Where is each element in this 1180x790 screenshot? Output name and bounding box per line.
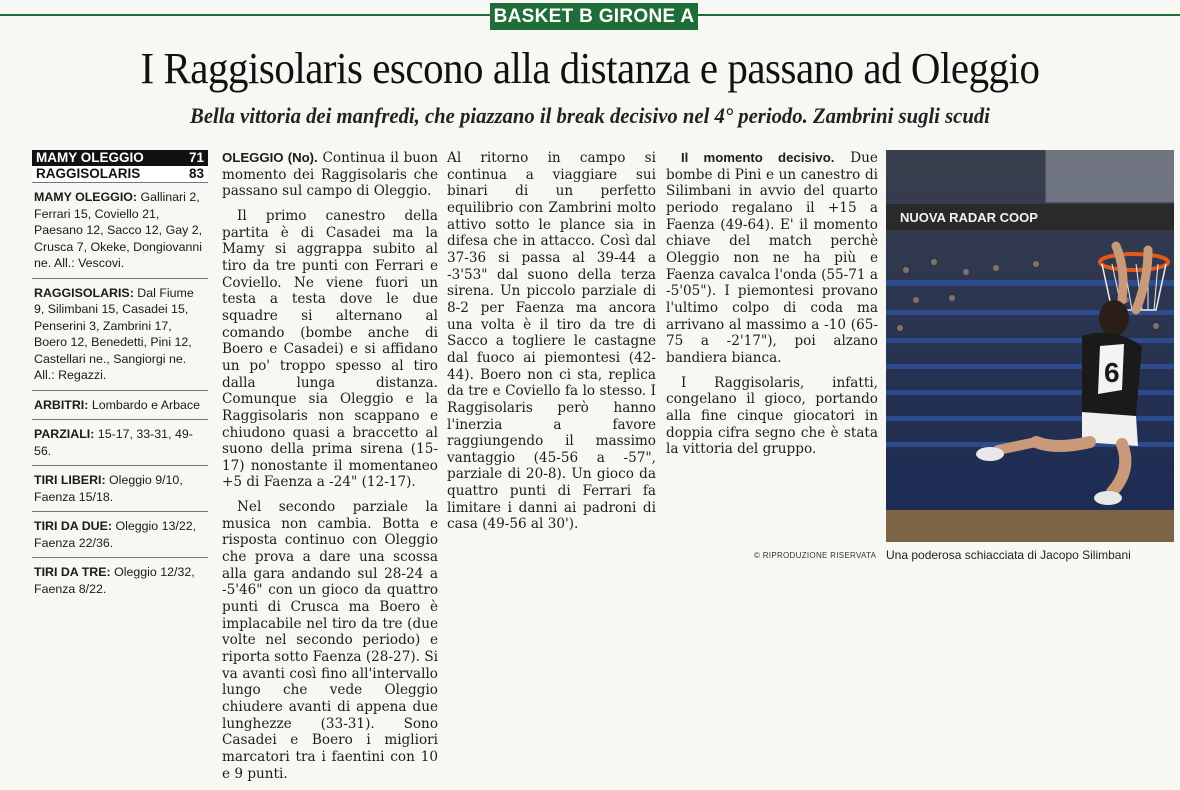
partials: PARZIALI: 15-17, 33-31, 49-56. bbox=[32, 420, 208, 466]
team-name: MAMY OLEGGIO bbox=[36, 150, 144, 165]
photo-illustration bbox=[886, 150, 1174, 542]
team-score: 83 bbox=[188, 166, 204, 181]
three-pointers: TIRI DA TRE: Oleggio 12/32, Faenza 8/22. bbox=[34, 565, 195, 596]
article-paragraph: Il momento decisivo. Due bombe di Pini e un canestro di Silimbani in avvio del quarto periodo regalano il +15 a Faenza (49-64). E' il momento chiave del match perchè Oleggio non ne ha più e Faenza cavalca l'onda (55-71 a -5'05"). I piemontesi provano l'ultimo colpo di coda ma arrivano al massimo a -10 (65-75 a -2'17"), poi alzano bandiera bianca. bbox=[666, 150, 878, 366]
article-paragraph: OLEGGIO (No). Continua il buon momento dei Raggisolaris che passano sul campo di Oleggio. bbox=[222, 150, 438, 200]
stats-sidebar bbox=[32, 150, 208, 603]
banner-text: NUOVA RADAR COOP bbox=[900, 210, 1038, 225]
subheadline: Bella vittoria dei manfredi, che piazzano il break decisivo nel 4° periodo. Zambrini sugli scudi bbox=[190, 103, 990, 128]
copyright-notice: © RIPRODUZIONE RISERVATA bbox=[754, 551, 877, 560]
article-paragraph: Nel secondo parziale la musica non cambia. Botta e risposta continuo con Oleggio che prova a dare una scossa alla gara andando sul 28-24 a -5'46" con un gioco da quattro punti di Crusca ma Boero è implacabile nel tiro da tre (due volte nel secondo periodo) e riporta sotto Faenza (28-27). Si va avanti così fino all'intervallo lungo che vede Oleggio chiudere avanti di appena due lunghezze (33-31). Sono Casadei e Boero i migliori marcatori tra i faentini con 10 e 9 punti. bbox=[222, 499, 438, 782]
dunk-photo bbox=[886, 150, 1174, 542]
free-throws: TIRI LIBERI: Oleggio 9/10, Faenza 15/18. bbox=[32, 466, 208, 512]
two-pointers: TIRI DA DUE: Oleggio 13/22, Faenza 22/36. bbox=[32, 512, 208, 558]
article-column-2 bbox=[447, 150, 656, 541]
jersey-number: 6 bbox=[1104, 357, 1120, 388]
section-kicker: BASKET B GIRONE A bbox=[490, 3, 698, 30]
article-paragraph: Al ritorno in campo si continua a viaggiare sui binari di un perfetto equilibrio con Zambrini molto attivo sotto le plance sia in difesa che in attacco. Così dal 37-36 si passa al 39-44 a -3'53" dal suono della terza sirena. Un piccolo parziale di 8-2 per Faenza ma ancora una volta è il tiro da tre di Sacco a togliere le castagne dal fuoco ai piemontesi (42-44). Boero non ci sta, replica da tre e Coviello fa lo stesso. I Raggisolaris però hanno l'inerzia a favore raggiungendo il massimo vantaggio (45-56 a -57", parziale di 20-8). Un gioco da quattro punti di Ferrari fa limitare i danni ai padroni di casa (49-56 al 30'). bbox=[447, 150, 656, 533]
article-paragraph: Il primo canestro della partita è di Casadei ma la Mamy si aggrappa subito al tiro da tre punti con Ferrari e Coviello. Ne viene fuori un testa a testa dove le due squadre si alternano al comando (bombe anche di Boero e Casadei) e si affidano un po' troppo spesso al tiro dalla lunga distanza. Comunque sia Oleggio e la Raggisolaris non scappano e chiudono quasi a braccetto al suono della prima sirena (15-17) nonostante il momentaneo +5 di Faenza a -24" (12-17). bbox=[222, 207, 438, 491]
referees: ARBITRI: Lombardo e Arbace bbox=[32, 391, 208, 421]
article-paragraph: I Raggisolaris, infatti, congelano il gioco, portando alla fine cinque giocatori in doppia cifra segno che è stata la vittoria del gruppo. bbox=[666, 374, 878, 458]
score-row-away bbox=[32, 166, 208, 183]
photo-caption: Una poderosa schiacciata di Jacopo Silimbani bbox=[886, 548, 1131, 562]
article-column-3 bbox=[666, 150, 878, 466]
article-column-1 bbox=[222, 150, 438, 790]
roster-away: RAGGISOLARIS: Dal Fiume 9, Silimbani 15, Casadei 15, Penserini 3, Zambrini 17, Boero 12, Benedetti, Pini 12, Castellari ne., Sangiorgi ne. All.: Regazzi. bbox=[32, 279, 208, 391]
headline: I Raggisolaris escono alla distanza e passano ad Oleggio bbox=[140, 44, 1040, 93]
roster-home: MAMY OLEGGIO: Gallinari 2, Ferrari 15, Coviello 21, Paesano 12, Sacco 12, Gay 2, Crusca 7, Okeke, Dongiovanni ne. All.: Vescovi. bbox=[32, 183, 208, 279]
team-score: 71 bbox=[188, 150, 204, 165]
team-name: RAGGISOLARIS bbox=[36, 166, 141, 181]
score-row-home bbox=[32, 150, 208, 166]
